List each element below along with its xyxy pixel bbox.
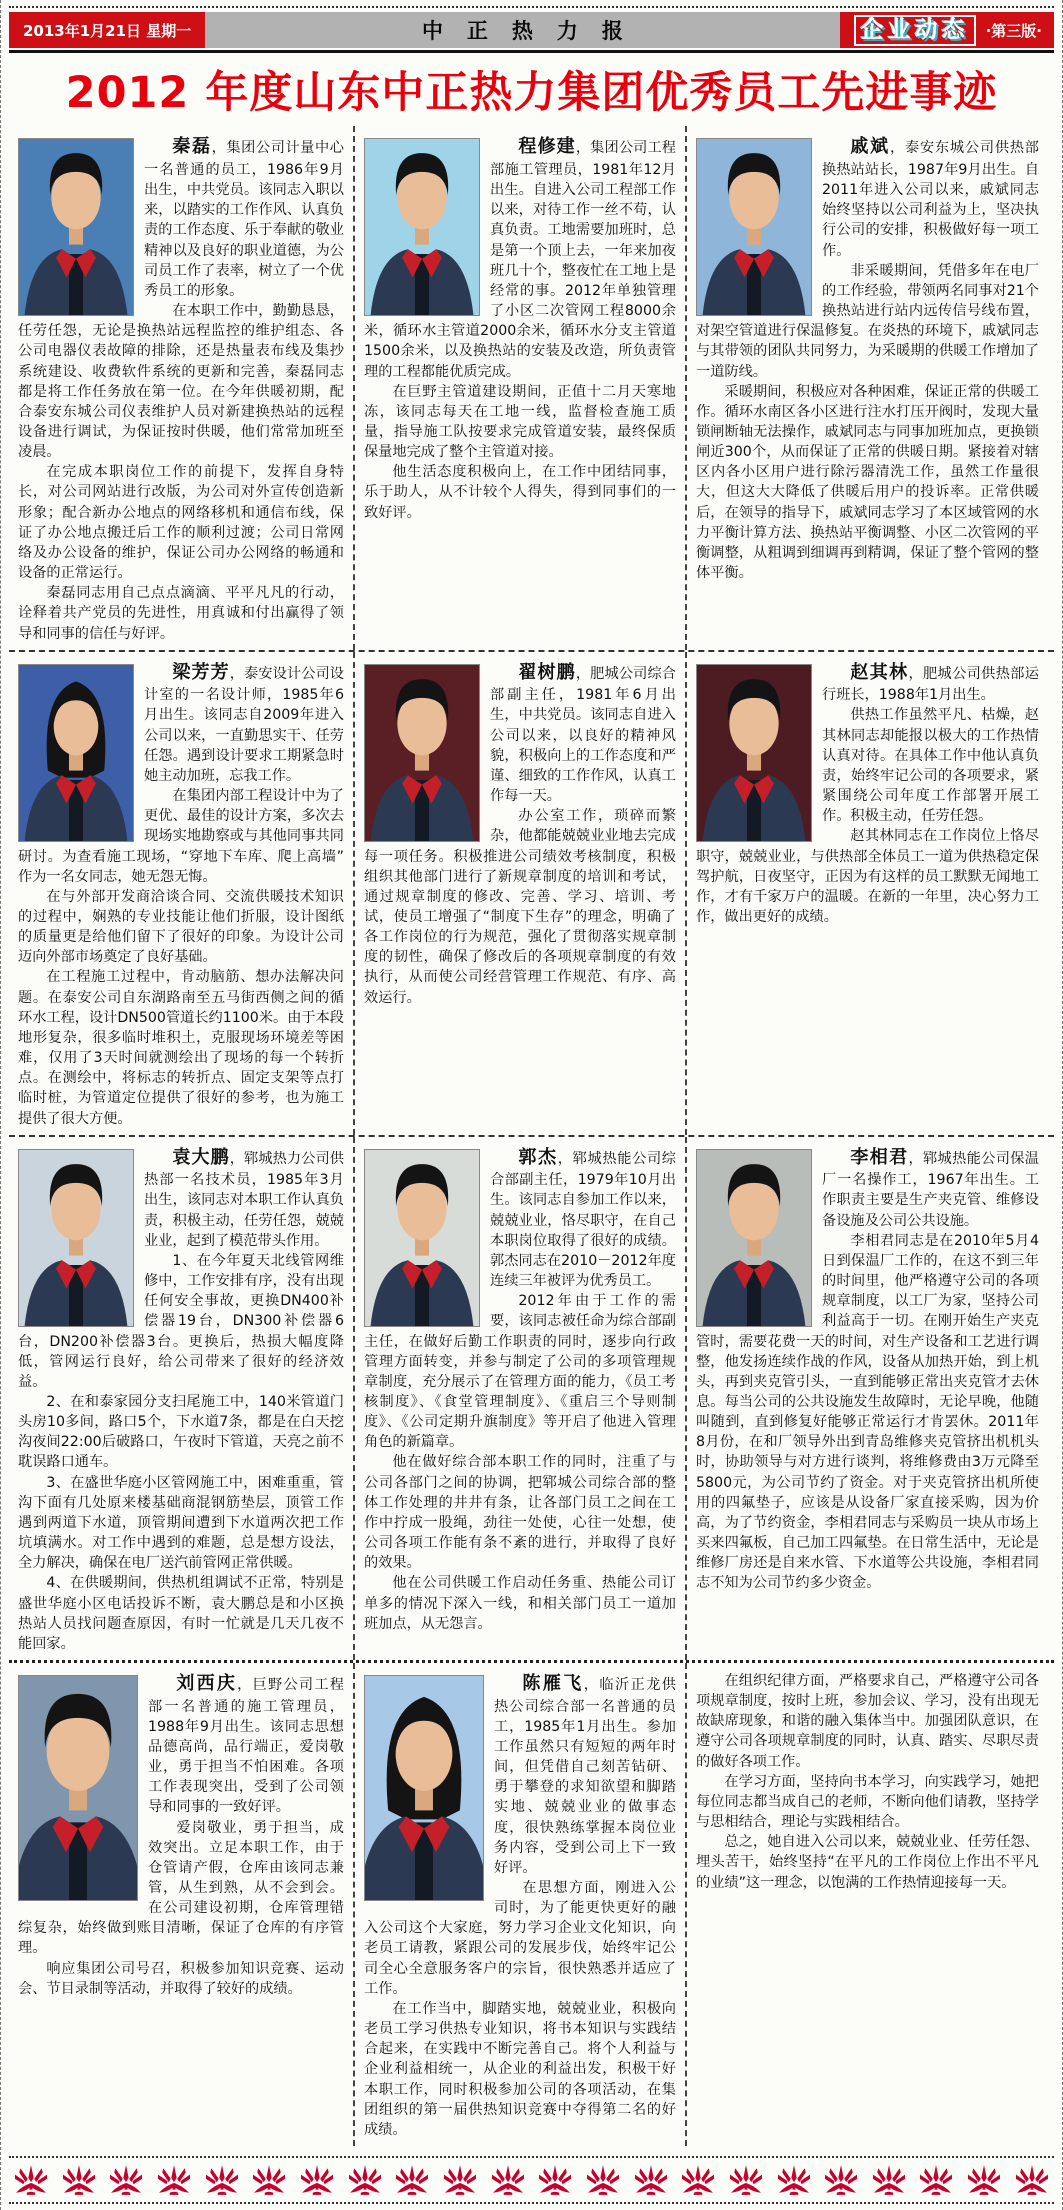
profile-paragraph: 总之，她自进入公司以来，兢兢业业、任劳任怨、埋头苦干，始终坚持“在平凡的工作岗位上作出不平凡的业绩”这一理念，以饱满的工作热情迎接每一天。 <box>696 1834 1039 1891</box>
profile-intro-text: ，肥城公司供热部运行班长，1988年1月出生。 <box>822 665 1039 704</box>
employee-photo <box>364 664 480 842</box>
profile-paragraph: 他生活态度积极向上，在工作中团结同事，乐于助人，从不计较个人得失，得到同事们的一致好评。 <box>364 464 676 521</box>
profile-intro-text: ，集团公司计量中心一名普通的员工，1986年9月出生，中共党员。该同志入职以来，以踏实的工作作风、认真负责的工作态度、乐于奉献的敬业精神以及良好的职业道德，为公司员工作了表率，树立了一个优秀员工的形象。 <box>144 140 344 299</box>
employee-name: 戚斌 <box>850 136 890 158</box>
masthead-rule <box>9 50 1054 53</box>
profile-paragraph: 他在公司供暖工作启动任务重、热能公司订单多的情况下深入一线，和相关部门员工一道加班加点，从无怨言。 <box>364 1575 676 1632</box>
profile-liang-fangfang <box>9 652 353 1135</box>
employee-photo <box>18 664 134 842</box>
profile-guo-jie <box>353 1137 685 1660</box>
flower-motif-icon <box>633 2164 669 2196</box>
employee-name: 程修建 <box>518 136 576 158</box>
edition-label: ·第三版· <box>985 21 1042 40</box>
flower-motif-icon <box>776 2164 812 2196</box>
person-portrait-icon <box>365 1150 479 1326</box>
person-portrait-icon <box>365 665 479 841</box>
employee-name: 李相君 <box>850 1146 909 1168</box>
profile-cheng-xiujian <box>353 126 685 649</box>
profile-paragraph: 供热工作虽然平凡、枯燥，赵其林同志却能报以极大的工作热情认真对待。在具体工作中他认真负责，始终牢记公司的各项要求，紧紧围绕公司年度工作部署开展工作。积极主动，任劳任怨。 <box>822 707 1039 825</box>
masthead-date: 2013年1月21日 星期一 <box>9 12 205 48</box>
page-headline: 2012 年度山东中正热力集团优秀员工先进事迹 <box>65 68 998 118</box>
profile-paragraph: 爱岗敬业，勇于担当，成效突出。立足本职工作，由于仓管请产假，仓库由该同志兼管，从生到熟，从不会到会。在公司建设初期，仓库管理错综复杂，始终做到账目清晰，保证了仓库的有序管理。 <box>18 1819 344 1957</box>
employee-name: 陈雁飞 <box>522 1673 584 1695</box>
profile-paragraph: 1、在今年夏天北线管网维修中，工作安排有序，没有出现任何安全事故，更换DN400补偿器19台，DN300补偿器6台，DN200补偿器3台。更换后，热损大幅度降低，管网运行良好，给公司带来了很好的经济效益。 <box>18 1252 344 1390</box>
profile-paragraph: 他在做好综合部本职工作的同时，注重了与公司各部门之间的协调，把郓城公司综合部的整体工作处理的井井有条，让各部门员工之间在工作中拧成一股绳，劲往一处使，心往一处想，使公司各项工作能有条不紊的进行，并取得了良好的效果。 <box>364 1454 676 1572</box>
profile-paragraph: 在思想方面，刚进入公司时，为了能更快更好的融入公司这个大家庭，努力学习企业文化知识，向老员工请教，紧跟公司的发展步伐，始终牢记公司全心全意服务客户的宗旨，很快熟悉并适应了工作。 <box>364 1879 676 1997</box>
profile-liu-xiqing <box>9 1663 353 2146</box>
flower-motif-icon <box>299 2164 335 2196</box>
person-portrait-icon <box>365 139 479 315</box>
employee-photo <box>364 1149 480 1327</box>
profile-paragraph: 在与外部开发商洽谈合同、交流供暖技术知识的过程中，娴熟的专业技能让他们折服，设计图纸的质量更是给他们留下了很好的印象。为设计公司迈向外部市场奠定了良好基础。 <box>18 888 344 966</box>
profile-intro-text: ，肥城公司综合部副主任，1981年6月出生，中共党员。该同志自进入公司以来，以良好的精神风貌，积极向上的工作态度和严谨、细致的工作作风，认真工作每一天。 <box>490 665 676 805</box>
profile-intro-text: ，泰安设计公司设计室的一名设计师，1985年6月出生。该同志自2009年进入公司以来，一直勤思实干、任劳任怨。遇到设计要求工期紧急时她主动加班，忘我工作。 <box>144 665 344 784</box>
flower-motif-icon <box>251 2164 287 2196</box>
flower-motif-icon <box>537 2164 573 2196</box>
profile-zhao-qilin <box>685 652 1048 1135</box>
profile-intro-text: ，临沂正龙供热公司综合部一名普通的员工，1985年1月出生。参加工作虽然只有短短的两年时间，但凭借自己刻苦钻研、勇于攀登的求知欲望和脚踏实地、兢兢业业的做事态度，很快熟练掌握本岗位业务内容，受到公司上下一致好评。 <box>494 1677 676 1876</box>
profile-intro-text: ，郓城热力公司供热部一名技术员，1985年3月出生，该同志对本职工作认真负责，积极主动，任劳任怨，兢兢业业，起到了模范带头作用。 <box>144 1150 344 1249</box>
masthead <box>9 12 1054 48</box>
profile-intro-text: ，泰安东城公司供热部换热站站长，1987年9月出生。自2011年进入公司以来，戚斌同志始终坚持以公司利益为上，坚决执行公司的安排，积极做好每一项工作。 <box>822 140 1039 259</box>
employee-photo <box>696 664 812 842</box>
employee-name: 秦磊 <box>172 136 212 158</box>
profile-qin-lei <box>9 126 353 649</box>
flower-motif-icon <box>204 2164 240 2196</box>
flower-motif-icon <box>823 2164 859 2196</box>
employee-photo <box>18 1675 138 1901</box>
profile-row-1 <box>9 126 1054 651</box>
profile-yuan-dapeng <box>9 1137 353 1660</box>
flower-motif-icon <box>442 2164 478 2196</box>
employee-photo <box>696 138 812 316</box>
profile-paragraph: 办公室工作，琐碎而繁杂，他都能兢兢业业地去完成每一项任务。积极推进公司绩效考核制度，积极组织其他部门进行了新规章制度的培训和考试，通过规章制度的修改、完善、学习、培训、考试，使员工增强了“制度下生存”的理念，明确了各工作岗位的行为规范，强化了贯彻落实规章制度的韧性，确保了修改后的各项规章制度的有效执行，从而使公司经营管理工作规范、有序、高效运行。 <box>364 808 676 1006</box>
employee-photo <box>696 1149 812 1327</box>
profile-paragraph: 在完成本职岗位工作的前提下，发挥自身特长，对公司网站进行改版，为公司对外宣传创造新形象；配合新办公地点的网络移机和通信布线，保证了办公地点搬迁后工作的顺利过渡；公司日常网络及办公设备的维护，保证公司办公网络的畅通和设备的正常运行。 <box>18 464 344 582</box>
flower-motif-icon <box>156 2164 192 2196</box>
profile-row-2 <box>9 652 1054 1137</box>
person-portrait-icon <box>19 1150 133 1326</box>
profile-chen-yanfei-continued <box>685 1663 1048 2146</box>
employee-photo <box>18 1149 134 1327</box>
profile-paragraph: 3、在盛世华庭小区管网施工中，困难重重，管沟下面有几处原来楼基础商混钢筋垫层，顶管工作遇到两道下水道，顶管期间遭到下水道两次把工作坑填满水。对工作中遇到的难题，总是想方设法，全力解决，确保在电厂送汽前管网正常供暖。 <box>18 1474 344 1572</box>
profile-row-4 <box>9 1663 1054 2146</box>
profile-paragraph: 4、在供暖期间，供热机组调试不正常，特别是盛世华庭小区电话投诉不断，袁大鹏总是和小区换热站人员找问题查原因，有时一忙就是几天几夜不能回家。 <box>18 1575 344 1652</box>
profile-qi-bin <box>685 126 1048 649</box>
flower-motif-icon <box>394 2164 430 2196</box>
person-portrait-icon <box>19 665 133 841</box>
flower-motif-icon <box>728 2164 764 2196</box>
employee-name: 翟树鹏 <box>518 661 576 683</box>
employee-photo <box>364 1675 484 1901</box>
profile-paragraph: 2、在和泰家园分支扫尾施工中，140米管道门头房10多间，路口5个，下水道7条，都是在白天挖沟夜间22:00后破路口，午夜时下管道，天亮之前不耽误路口通车。 <box>18 1393 344 1471</box>
masthead-section <box>840 12 1054 48</box>
flower-motif-icon <box>680 2164 716 2196</box>
profile-paragraph: 在集团内部工程设计中为了更优、最佳的设计方案，多次去现场实地勘察或与其他同事共同研讨。为查看施工现场，“穿地下车库、爬上高墙”作为一名女同志，她无怨无悔。 <box>18 788 344 885</box>
flower-motif-icon <box>585 2164 621 2196</box>
footer-ornament-band <box>9 2156 1054 2204</box>
profile-paragraph: 2012年由于工作的需要，该同志被任命为综合部副主任，在做好后勤工作职责的同时，逐步向行政管理方面转变，并参与制定了公司的多项管理规章制度，充分展示了在管理方面的能力，《员工考核制度》、《食堂管理制度》、《重启三个导则制度》、《公司定期升旗制度》等开启了他进入管理角色的新篇章。 <box>364 1293 676 1451</box>
profile-intro-text: ，巨野公司工程部一名普通的施工管理员，1988年9月出生。该同志思想品德高尚，品行端正，爱岗敬业，勇于担当不怕困难。各项工作表现突出，受到了公司领导和同事的一致好评。 <box>148 1677 344 1816</box>
profile-paragraph: 在本职工作中，勤勤恳恳，任劳任怨，无论是换热站远程监控的维护组态、各公司电器仪表故障的排除，还是热量表布线及集抄系统建设、收费软件系统的更新和完善，秦磊同志都是将工作任务放在第一位。在今年供暖初期，配合泰安东城公司仪表维护人员对新建换热站的远程设备进行调试，为保证按时供暖，他们常常加班至凌晨。 <box>18 303 344 461</box>
flower-motif-icon <box>871 2164 907 2196</box>
profile-paragraph: 赵其林同志在工作岗位上恪尽职守，兢兢业业，与供热部全体员工一道为供热稳定保驾护航，日夜坚守，正因为有这样的员工默默无闻地工作，才有千家万户的温暖。在新的一年里，决心努力工作，做出更好的成绩。 <box>696 828 1039 925</box>
profile-intro-text: ，郓城热能公司保温厂一名操作工，1967年出生。工作职责主要是生产夹克管、维修设备设施及公司公共设施。 <box>822 1150 1039 1229</box>
employee-name: 郭杰 <box>518 1146 558 1168</box>
person-portrait-icon <box>19 139 133 315</box>
flower-motif-icon <box>966 2164 1002 2196</box>
person-portrait-icon <box>365 1676 483 1900</box>
profile-paragraph: 采暖期间，积极应对各种困难，保证正常的供暖工作。循环水南区各小区进行注水打压开阀时，发现大量锁闸断轴无法操作，戚斌同志与同事加班加点，更换锁闸近300个，从而保证了正常的供暖日期。紧接着对辖区内各小区用户进行除污器清洗工作，虽然工作量很大，但这大大降低了供暖后用户的投诉率。正常供暖后，在领导的指导下，戚斌同志学习了本区域管网的水力平衡计算方法、换热站平衡调整、小区二次管网的平衡调整，从粗调到细调再到精调，保证了整个管网的整体平衡。 <box>696 383 1039 582</box>
profile-paragraph: 在组织纪律方面，严格要求自己，严格遵守公司各项规章制度，按时上班，参加会议、学习，没有出现无故缺席现象，和谐的融入集体当中。加强团队意识，在遵守公司各项规章制度的同时，认真、踏实、尽职尽责的做好各项工作。 <box>696 1673 1039 1770</box>
employee-name: 赵其林 <box>850 661 909 683</box>
flower-motif-icon <box>347 2164 383 2196</box>
profile-paragraph: 响应集团公司号召，积极参加知识竞赛、运动会、节目录制等活动，并取得了较好的成绩。 <box>18 1960 344 1997</box>
person-portrait-icon <box>697 1150 811 1326</box>
person-portrait-icon <box>697 139 811 315</box>
flower-motif-icon <box>490 2164 526 2196</box>
profile-paragraph: 在学习方面，坚持向书本学习，向实践学习，她把每位同志都当成自己的老师，不断向他们请教，坚持学与思相结合，理论与实践相结合。 <box>696 1773 1039 1831</box>
flower-motif-icon <box>61 2164 97 2196</box>
person-portrait-icon <box>697 665 811 841</box>
employee-name: 梁芳芳 <box>172 661 230 683</box>
person-portrait-icon <box>19 1676 137 1900</box>
profile-intro-text: ，郓城热能公司综合部副主任，1979年10月出生。该同志自参加工作以来，兢兢业业，恪尽职守，在自己本职岗位取得了很好的成绩。郭杰同志在2010－2012年度连续三年被评为优秀员工。 <box>490 1150 676 1290</box>
profile-zhai-shupeng <box>353 652 685 1135</box>
profile-paragraph: 在工程施工过程中，肯动脑筋、想办法解决问题。在泰安公司自东湖路南至五马街西侧之间的循环水工程，设计DN500管道长约1100米。由于本段地形复杂，很多临时堆积土，克服现场环境差等困难，仅用了3天时间就测绘出了现场的每一个转折点。在测绘中，将标志的转折点、固定支架等点打临时桩，为管道定位提供了很好的参考，也为施工提供了很大方便。 <box>18 969 344 1127</box>
paper-title: 中正热力报 <box>421 19 647 43</box>
profile-paragraph: 秦磊同志用自己点点滴滴、平平凡凡的行动，诠释着共产党员的先进性，用真诚和付出赢得了领导和同事的信任与好评。 <box>18 585 344 642</box>
employee-name: 刘西庆 <box>176 1673 238 1695</box>
flower-motif-icon <box>918 2164 954 2196</box>
profile-intro-text: ，集团公司工程部施工管理员，1981年12月出生。自进入公司工程部工作以来，对待工作一丝不苟，认真负责。工地需要加班时，总是第一个顶上去，一年来加夜班几十个，整夜忙在工地上是经常的事。2012年单独管理了小区二次管网工程8000余米，循环水主管道2000余米，循环水分支主管道1500余米，以及换热站的安装及改造，所负责管理的工程都能优质完成。 <box>364 140 676 380</box>
flower-motif-icon <box>108 2164 144 2196</box>
section-badge: 企业动态 <box>854 15 976 46</box>
employee-name: 袁大鹏 <box>172 1146 230 1168</box>
profile-paragraph: 在巨野主管道建设期间，正值十二月天寒地冻，该同志每天在工地一线，监督检查施工质量，指导施工队按要求完成管道安装，最终保质保量地完成了整个主管道对接。 <box>364 383 676 461</box>
employee-photo <box>364 138 480 316</box>
profile-li-xiangjun <box>685 1137 1048 1660</box>
employee-photo <box>18 138 134 316</box>
flower-motif-icon <box>1014 2164 1050 2196</box>
profile-paragraph: 非采暖期间，凭借多年在电厂的工作经验，带领两名同事对21个换热站进行站内远传信号线布置，对架空管道进行保温修复。在炎热的环境下，戚斌同志与其带领的团队共同努力，为采暖期的供暖工作增加了一道防线。 <box>696 262 1039 380</box>
profile-paragraph: 李相君同志是在2010年5月4日到保温厂工作的，在这不到三年的时间里，他严格遵守公司的各项规章制度，以工厂为家，坚持公司利益高于一切。在刚开始生产夹克管时，需要花费一天的时间，对生产设备和工艺进行调整，他发扬连续作战的作风，设备从加热开始，到上机头，再到夹克管引头，一直到能够正常出夹克管才去休息。每当公司的公共设施发生故障时，无论早晚，他随叫随到，直到修复好能够正常运行才肯罢休。2011年8月份，在和厂领导外出到青岛维修夹克管挤出机机头时，协助领导与对方进行谈判，将维修费由3万元降至5800元，为公司节约了资金。对于夹克管挤出机所使用的四氟垫子，应该是从设备厂家直接采购，因为价高，为了节约资金，李相君同志与采购员一块从市场上买来四氟板，自己加工四氟垫。在日常生活中，无论是维修厂房还是自来水管、下水道等公共设施，李相君同志不知为公司节约多少资金。 <box>696 1232 1039 1592</box>
profile-chen-yanfei <box>353 1663 685 2146</box>
top-dotted-rule <box>9 6 1054 8</box>
profile-paragraph: 在工作当中，脚踏实地，兢兢业业，积极向老员工学习供热专业知识，将书本知识与实践结合起来，在实践中不断完善自己。将个人利益与企业利益相统一，从企业的利益出发，积极干好本职工作，同时积极参加公司的各项活动，在集团组织的第一届供热知识竞赛中夺得第二名的好成绩。 <box>364 2000 676 2138</box>
flower-motif-icon <box>13 2164 49 2196</box>
profile-row-3 <box>9 1137 1054 1663</box>
